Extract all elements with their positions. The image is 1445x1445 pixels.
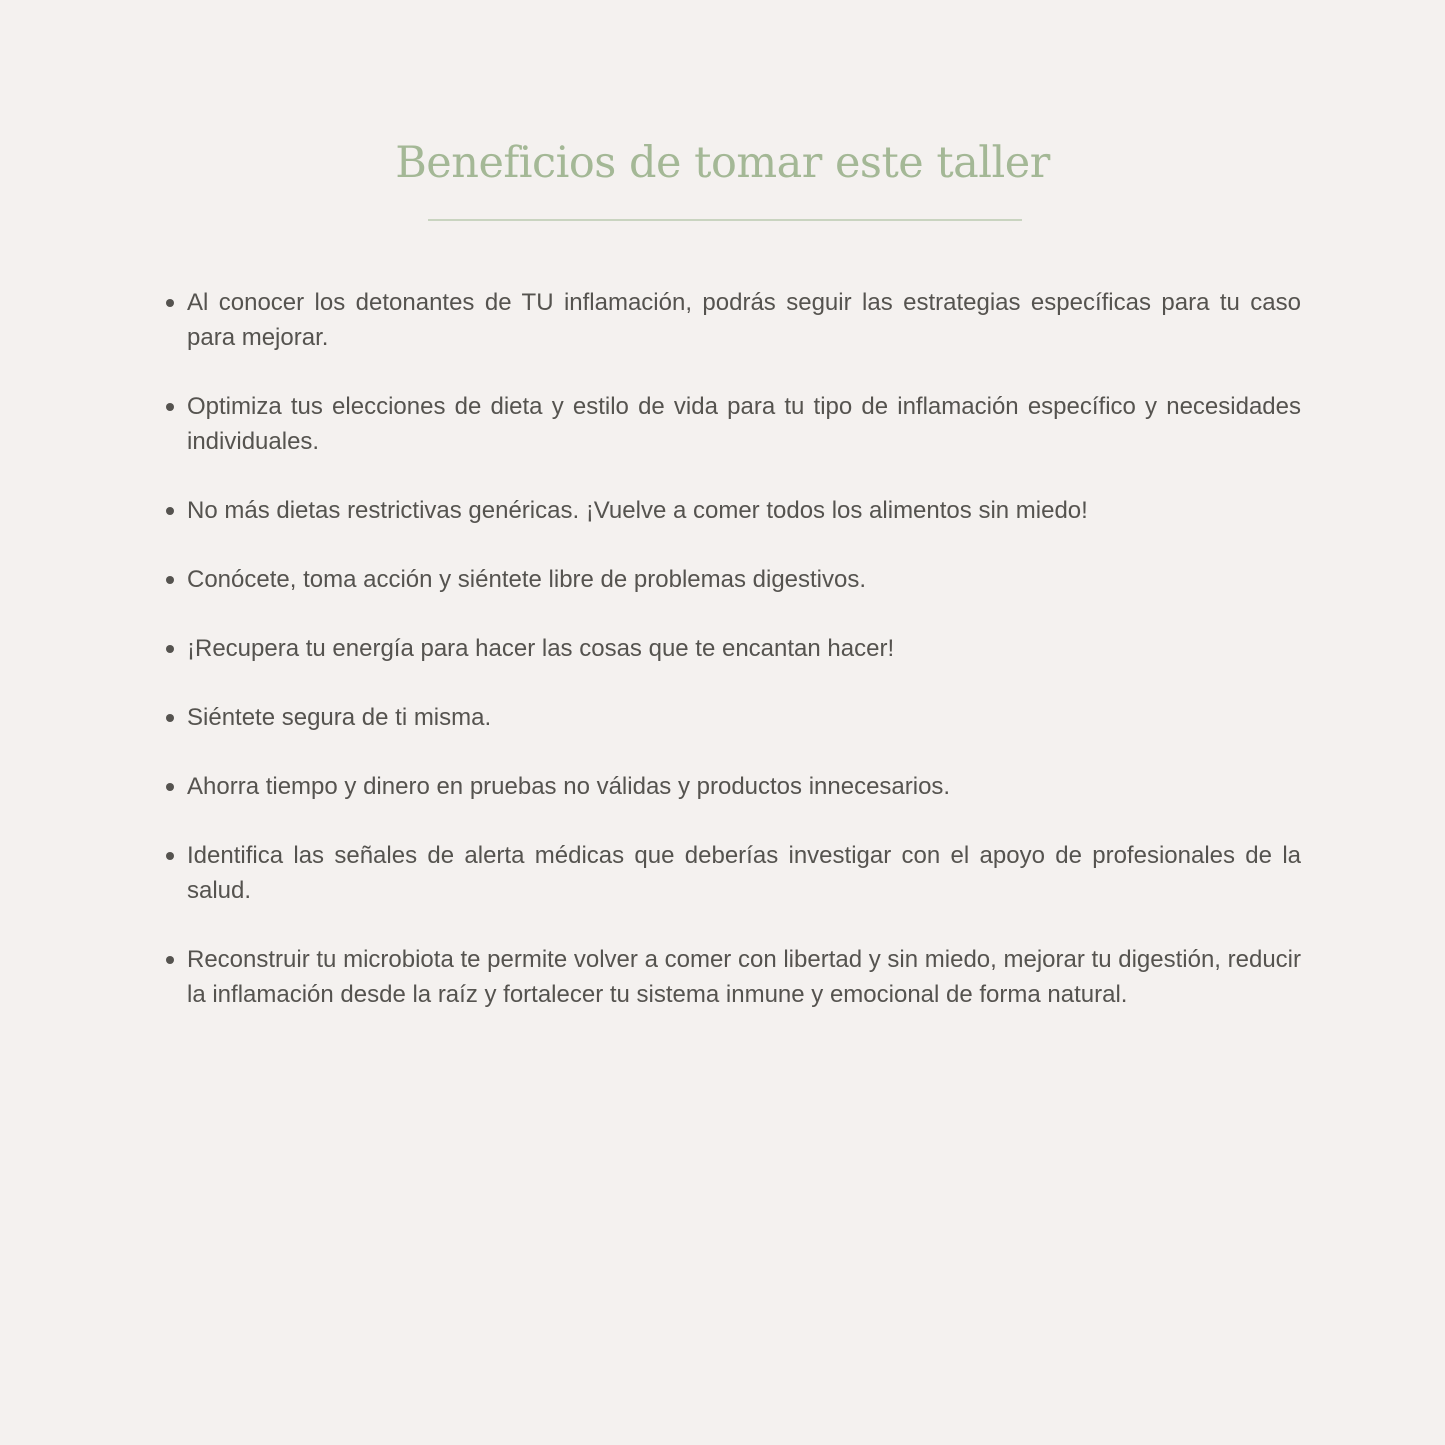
benefit-item xyxy=(160,389,1301,459)
bullet-icon xyxy=(166,783,174,791)
bullet-icon xyxy=(166,714,174,722)
benefit-text: Ahorra tiempo y dinero en pruebas no válidas y productos innecesarios. xyxy=(187,773,951,800)
page-title: Beneficios de tomar este taller xyxy=(395,138,1050,188)
benefit-text: Siéntete segura de ti misma. xyxy=(187,704,492,731)
title-divider xyxy=(428,219,1022,221)
bullet-icon xyxy=(166,645,174,653)
bullet-icon xyxy=(166,576,174,584)
bullet-icon xyxy=(166,299,174,307)
benefit-item xyxy=(160,631,1301,666)
bullet-icon xyxy=(166,403,174,411)
benefit-text: Reconstruir tu microbiota te permite volver a comer con libertad y sin miedo, mejorar tu digestión, reducir la inflamación desde la raíz y fortalecer tu sistema inmune y emocional de forma natural. xyxy=(187,946,1301,1008)
benefit-text: No más dietas restrictivas genéricas. ¡Vuelve a comer todos los alimentos sin miedo! xyxy=(187,497,1088,524)
benefit-text: Conócete, toma acción y siéntete libre de problemas digestivos. xyxy=(187,566,867,593)
benefit-text: Optimiza tus elecciones de dieta y estilo de vida para tu tipo de inflamación específico y necesidades individuales. xyxy=(187,393,1301,455)
benefit-text: ¡Recupera tu energía para hacer las cosas que te encantan hacer! xyxy=(187,635,895,662)
benefit-item xyxy=(160,700,1301,735)
benefits-list xyxy=(160,285,1301,1046)
benefit-item xyxy=(160,285,1301,355)
benefit-item xyxy=(160,562,1301,597)
benefit-item xyxy=(160,769,1301,804)
benefit-item xyxy=(160,493,1301,528)
benefit-text: Identifica las señales de alerta médicas que deberías investigar con el apoyo de profesionales de la salud. xyxy=(187,842,1301,904)
bullet-icon xyxy=(166,956,174,964)
benefit-item xyxy=(160,942,1301,1012)
benefit-text: Al conocer los detonantes de TU inflamación, podrás seguir las estrategias específicas para tu caso para mejorar. xyxy=(187,289,1301,351)
bullet-icon xyxy=(166,507,174,515)
bullet-icon xyxy=(166,852,174,860)
benefit-item xyxy=(160,838,1301,908)
